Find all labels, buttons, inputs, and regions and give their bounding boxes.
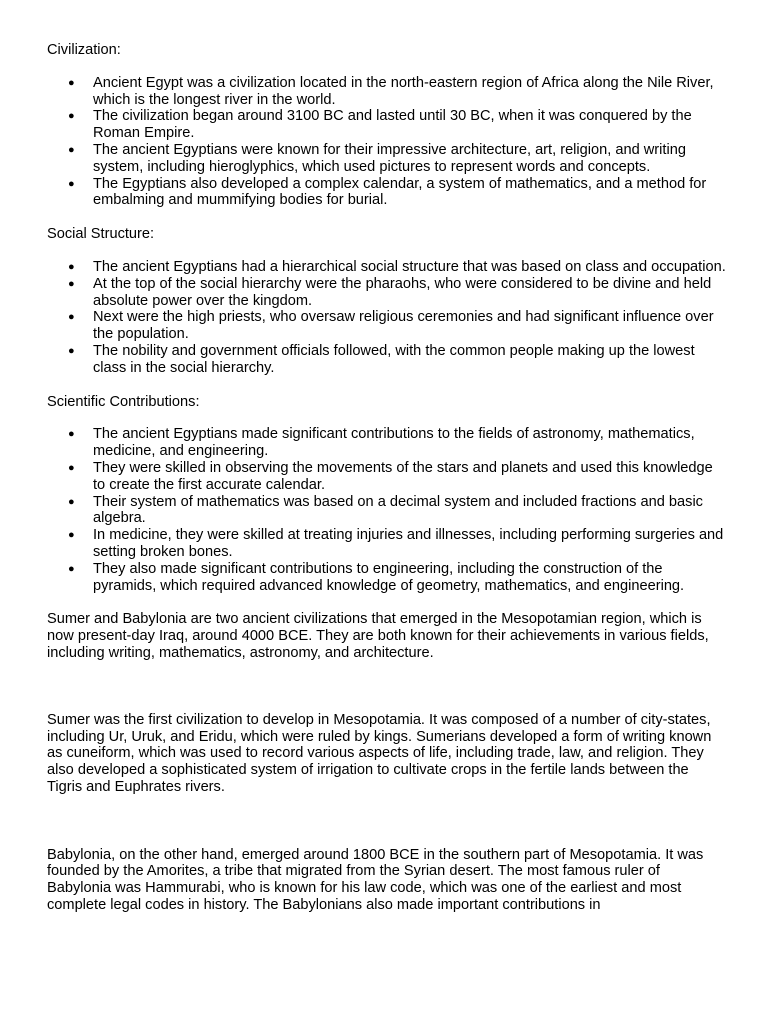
list-item — [47, 460, 727, 494]
paragraph-spacer — [47, 662, 727, 712]
list-item-text: Ancient Egypt was a civilization located in the north-eastern region of Africa along the Nile River, which is the longest river in the world. — [93, 74, 714, 108]
list-item-text: Next were the high priests, who oversaw religious ceremonies and had significant influence over the population. — [93, 309, 714, 343]
bullet-icon: ● — [68, 311, 75, 324]
list-item-text: The civilization began around 3100 BC and lasted until 30 BC, when it was conquered by the Roman Empire. — [93, 108, 692, 142]
paragraph-babylonia: Babylonia, on the other hand, emerged around 1800 BCE in the southern part of Mesopotamia. It was founded by the Amorites, a tribe that migrated from the Syrian desert. The most famous ruler of Babylonia was Hammurabi, who is known for his law code, which was one of the earliest and most complete legal codes in history. The Babylonians also made important contributions in — [47, 846, 704, 914]
list-item — [47, 176, 727, 210]
list-item — [47, 343, 727, 377]
section-heading-civilization: Civilization: — [47, 42, 121, 58]
list-item-text: The ancient Egyptians were known for their impressive architecture, art, religion, and writing system, including hieroglyphics, which used pictures to represent words and concepts. — [93, 141, 686, 175]
bullet-icon: ● — [68, 428, 75, 441]
list-item — [47, 259, 727, 276]
list-item-text: Their system of mathematics was based on a decimal system and included fractions and basic algebra. — [93, 493, 703, 527]
list-item — [47, 561, 727, 595]
list-item — [47, 276, 727, 310]
social-structure-bullet-list — [47, 259, 727, 377]
list-item-text: In medicine, they were skilled at treating injuries and illnesses, including performing surgeries and setting broken bones. — [93, 527, 724, 560]
list-item — [47, 494, 727, 528]
list-item-text: The Egyptians also developed a complex calendar, a system of mathematics, and a method for embalming and mummifying bodies for burial. — [93, 175, 707, 209]
list-item-text: The ancient Egyptians had a hierarchical social structure that was based on class and occupation. — [93, 258, 726, 275]
list-item-text: They also made significant contributions to engineering, including the construction of the pyramids, which required advanced knowledge of geometry, mathematics, and engineering. — [93, 560, 685, 594]
section-heading-scientific-contributions: Scientific Contributions: — [47, 393, 200, 410]
paragraph-sumer: Sumer was the first civilization to develop in Mesopotamia. It was composed of a number of city-states, including Ur, Uruk, and Eridu, which were ruled by kings. Sumerians developed a form of writing known as cuneiform, which was used to record various aspects of life, including trade, law, and religion. They also developed a sophisticated system of irrigation to cultivate crops in the fertile lands between the Tigris and Euphrates rivers. — [47, 711, 712, 795]
bullet-icon: ● — [68, 461, 75, 474]
list-item-text: At the top of the social hierarchy were the pharaohs, who were considered to be divine and held absolute power over the kingdom. — [93, 275, 712, 309]
document-body — [47, 42, 727, 914]
list-item — [47, 309, 727, 343]
list-item-text: They were skilled in observing the movements of the stars and planets and used this knowledge to create the first accurate calendar. — [93, 459, 713, 493]
bullet-icon: ● — [68, 260, 75, 273]
section-heading-social-structure: Social Structure: — [47, 226, 155, 243]
bullet-icon: ● — [68, 143, 75, 156]
paragraph-sumer-babylonia-intro: Sumer and Babylonia are two ancient civilizations that emerged in the Mesopotamian region, which is now present-day Iraq, around 4000 BCE. They are both known for their achievements in various fields, including writing, mathematics, astronomy, and architecture. — [47, 611, 709, 661]
bullet-icon: ● — [68, 562, 75, 575]
list-item — [47, 426, 727, 460]
bullet-icon: ● — [68, 110, 75, 123]
list-item-text: The nobility and government officials followed, with the common people making up the lowest class in the social hierarchy. — [93, 342, 695, 376]
paragraph-spacer — [47, 796, 727, 847]
bullet-icon: ● — [68, 277, 75, 290]
list-item — [47, 527, 727, 561]
list-item — [47, 108, 727, 142]
list-item — [47, 75, 727, 109]
bullet-icon: ● — [68, 529, 75, 542]
civilization-bullet-list — [47, 75, 727, 209]
bullet-icon: ● — [68, 76, 75, 89]
list-item — [47, 142, 727, 176]
scientific-contributions-bullet-list — [47, 426, 727, 594]
bullet-icon: ● — [68, 177, 75, 190]
bullet-icon: ● — [68, 495, 75, 508]
list-item-text: The ancient Egyptians made significant contributions to the fields of astronomy, mathematics, medicine, and engineering. — [93, 426, 695, 460]
bullet-icon: ● — [68, 344, 75, 357]
